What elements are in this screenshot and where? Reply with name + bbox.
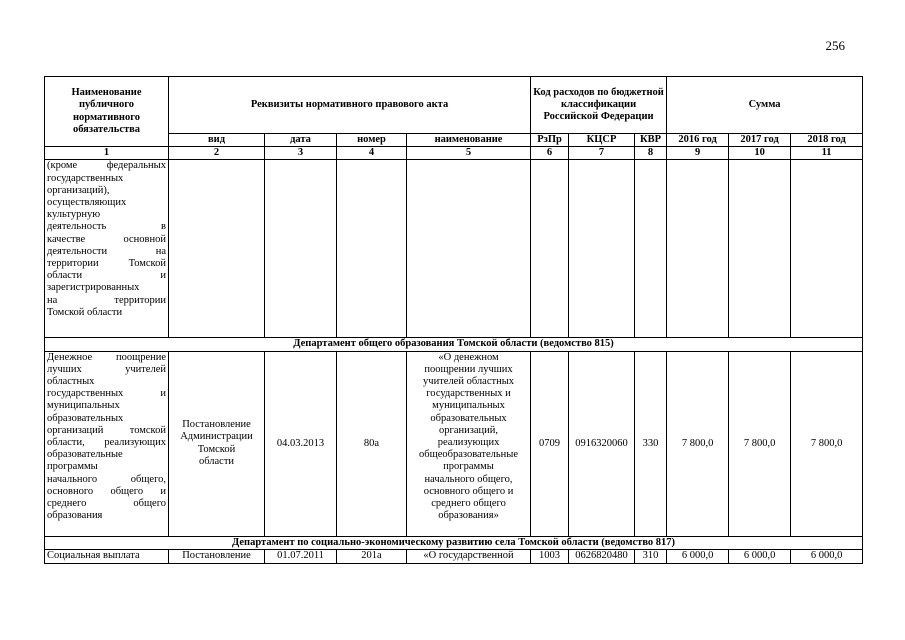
text-line: реализующих: [437, 437, 500, 449]
text-line: основного общего и: [423, 485, 514, 497]
empty-cell: [407, 160, 531, 338]
text-line: учителей областных: [423, 376, 514, 388]
text-line: организаций,: [439, 424, 499, 436]
text-line: Денежное поощрение: [47, 351, 166, 363]
row2-kind: Постановление: [169, 549, 265, 563]
empty-cell: [667, 160, 729, 338]
text-line: среднего общего: [431, 498, 506, 510]
text-line: областных: [47, 376, 95, 388]
text-line: государственных и: [426, 388, 511, 400]
header-sub-number: номер: [337, 134, 407, 147]
empty-cell: [729, 160, 791, 338]
text-line: качестве основной: [47, 233, 166, 245]
text-line: образовательные: [47, 449, 123, 461]
header-name: Наименование публичного нормативного обязательства: [45, 77, 169, 147]
row1-rzpr: 0709: [531, 351, 569, 536]
col-number: 8: [635, 147, 667, 160]
row2-rzpr: 1003: [531, 549, 569, 563]
row1-2017: 7 800,0: [729, 351, 791, 536]
budget-table: [44, 76, 863, 564]
text-line: лучших учителей: [47, 363, 166, 375]
text-line: осуществляющих: [47, 197, 127, 209]
text-line: государственных: [47, 172, 124, 184]
row2-2016: 6 000,0: [667, 549, 729, 563]
text-line: Томской области: [47, 306, 123, 318]
department-heading: Департамент общего образования Томской области (ведомство 815): [45, 338, 863, 351]
text-line: поощрении лучших: [424, 363, 513, 375]
text-line: основного общего и: [47, 485, 166, 497]
col-number: 11: [791, 147, 863, 160]
text-line: начального общего,: [424, 473, 513, 485]
text-line: муниципальных: [47, 400, 120, 412]
text-line: деятельность в: [47, 221, 166, 233]
row2-kvr: 310: [635, 549, 667, 563]
text-line: государственных и: [47, 388, 166, 400]
row2-number: 201а: [337, 549, 407, 563]
col-number: 2: [169, 147, 265, 160]
text-line: образовательных: [47, 412, 124, 424]
col-number: 9: [667, 147, 729, 160]
header-sub-title: наименование: [407, 134, 531, 147]
row2-2018: 6 000,0: [791, 549, 863, 563]
row1-2018: 7 800,0: [791, 351, 863, 536]
text-line: области и: [47, 270, 166, 282]
text-line: зарегистрированных: [47, 282, 140, 294]
row1-kcsr: 0916320060: [569, 351, 635, 536]
text-line: программы: [47, 461, 98, 473]
empty-cell: [169, 160, 265, 338]
continued-name-cell: [45, 160, 169, 338]
empty-cell: [569, 160, 635, 338]
row1-name-cell: [45, 351, 169, 536]
text-line: территории Томской: [47, 258, 166, 270]
col-number: 5: [407, 147, 531, 160]
text-line: программы: [443, 461, 494, 473]
row2-2017: 6 000,0: [729, 549, 791, 563]
header-code: Код расходов по бюджетной классификации Российской Федерации: [531, 77, 667, 134]
header-sub-2018: 2018 год: [791, 134, 863, 147]
header-act: Реквизиты нормативного правового акта: [169, 77, 531, 134]
row1-kvr: 330: [635, 351, 667, 536]
col-number: 10: [729, 147, 791, 160]
text-line: образовательных: [430, 412, 507, 424]
col-number: 4: [337, 147, 407, 160]
header-sum: Сумма: [667, 77, 863, 134]
row2-name: Социальная выплата: [45, 549, 169, 563]
empty-cell: [337, 160, 407, 338]
header-sub-date: дата: [265, 134, 337, 147]
header-sub-kind: вид: [169, 134, 265, 147]
page-number: 256: [825, 38, 845, 53]
row2-kcsr: 0626820480: [569, 549, 635, 563]
row1-title-cell: [407, 351, 531, 536]
col-number: 1: [45, 147, 169, 160]
empty-cell: [791, 160, 863, 338]
header-sub-2016: 2016 год: [667, 134, 729, 147]
col-number: 6: [531, 147, 569, 160]
text-line: «О денежном: [438, 351, 499, 363]
text-line: начального общего,: [47, 473, 166, 485]
text-line: образования: [47, 510, 103, 522]
text-line: Администрации: [180, 431, 253, 443]
row1-2016: 7 800,0: [667, 351, 729, 536]
row1-date: 04.03.2013: [265, 351, 337, 536]
header-sub-kvr: КВР: [635, 134, 667, 147]
text-line: области: [198, 455, 235, 467]
text-line: Постановление: [182, 419, 251, 431]
header-sub-2017: 2017 год: [729, 134, 791, 147]
text-line: деятельности на: [47, 245, 166, 257]
text-line: (кроме федеральных: [47, 160, 166, 172]
col-number: 3: [265, 147, 337, 160]
col-number: 7: [569, 147, 635, 160]
text-line: муниципальных: [432, 400, 505, 412]
row2-title: «О государственной: [407, 549, 531, 563]
header-sub-kcsr: КЦСР: [569, 134, 635, 147]
row2-date: 01.07.2011: [265, 549, 337, 563]
header-sub-rzpr: РзПр: [531, 134, 569, 147]
department-heading: Департамент по социально-экономическому развитию села Томской области (ведомство 817): [45, 536, 863, 549]
text-line: образования»: [438, 510, 499, 522]
row1-kind-cell: [169, 351, 265, 536]
empty-cell: [635, 160, 667, 338]
text-line: организаций),: [47, 184, 110, 196]
row1-number: 80а: [337, 351, 407, 536]
text-line: области, реализующих: [47, 437, 166, 449]
text-line: организаций томской: [47, 424, 166, 436]
text-line: культурную: [47, 209, 101, 221]
text-line: среднего общего: [47, 498, 166, 510]
empty-cell: [531, 160, 569, 338]
text-line: на территории: [47, 294, 166, 306]
text-line: Томской: [197, 443, 236, 455]
text-line: общеобразовательные: [419, 449, 519, 461]
empty-cell: [265, 160, 337, 338]
